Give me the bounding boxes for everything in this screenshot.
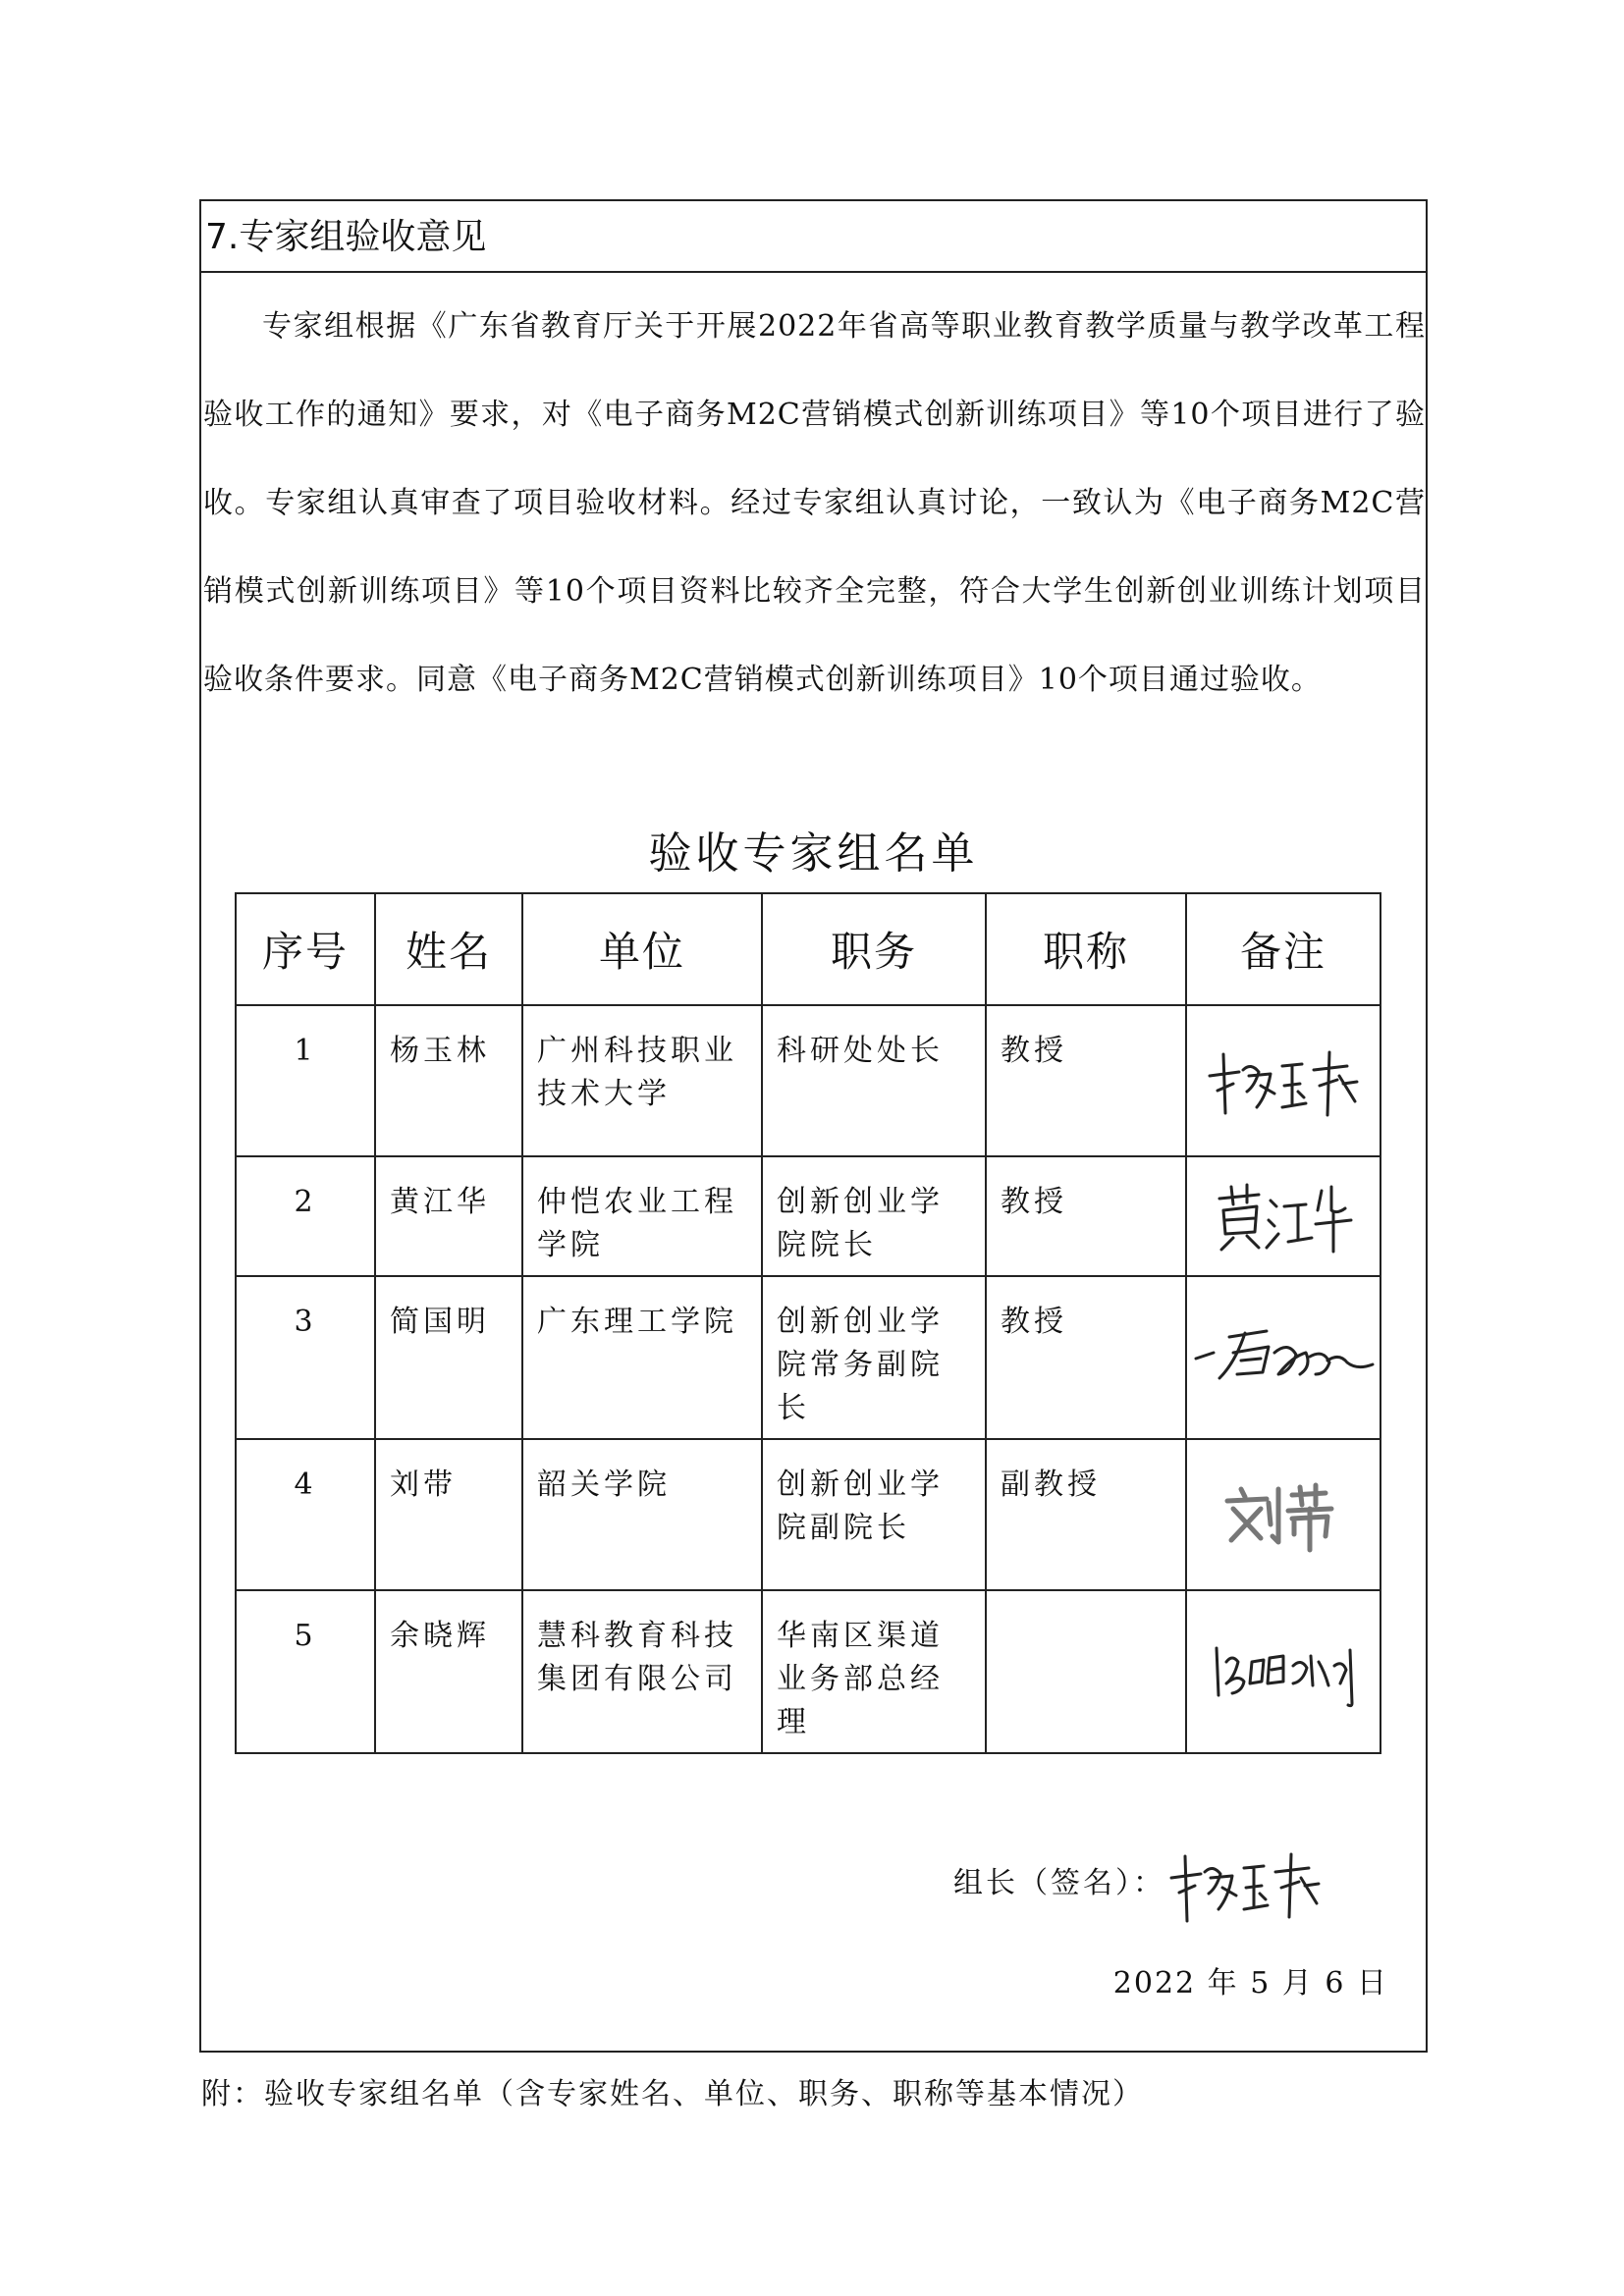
table-header-row <box>236 893 1380 1005</box>
leader-signature-image <box>1162 1839 1328 1927</box>
row-position: 创新创业学院副院长 <box>762 1439 986 1590</box>
expert-list-title: 验收专家组名单 <box>648 828 979 879</box>
row-unit: 仲恺农业工程学院 <box>522 1156 762 1276</box>
table-row <box>236 1005 1380 1156</box>
row-title: 副教授 <box>986 1439 1186 1590</box>
footnote: 附：验收专家组名单（含专家姓名、单位、职务、职称等基本情况） <box>201 2077 1144 2111</box>
row-position: 华南区渠道业务部总经理 <box>762 1590 986 1753</box>
row-no: 1 <box>236 1005 375 1156</box>
signature-image <box>1205 1632 1362 1711</box>
row-name: 黄江华 <box>375 1156 522 1276</box>
signature-cell <box>1186 1439 1380 1590</box>
row-unit: 广州科技职业技术大学 <box>522 1005 762 1156</box>
row-position: 创新创业学院院长 <box>762 1156 986 1276</box>
row-unit: 慧科教育科技集团有限公司 <box>522 1590 762 1753</box>
table-row <box>236 1156 1380 1276</box>
table-row <box>236 1590 1380 1753</box>
signature-image <box>1200 1037 1367 1125</box>
header-position: 职务 <box>762 893 986 1005</box>
row-name: 杨玉林 <box>375 1005 522 1156</box>
header-unit: 单位 <box>522 893 762 1005</box>
signature-cell <box>1186 1005 1380 1156</box>
row-no: 3 <box>236 1276 375 1439</box>
signature-image <box>1190 1313 1377 1402</box>
row-no: 4 <box>236 1439 375 1590</box>
sign-date: 2022 年 5 月 6 日 <box>1112 1966 1388 2001</box>
header-remark: 备注 <box>1186 893 1380 1005</box>
signature-cell <box>1186 1156 1380 1276</box>
header-title: 职称 <box>986 893 1186 1005</box>
row-name: 余晓辉 <box>375 1590 522 1753</box>
row-position: 科研处处长 <box>762 1005 986 1156</box>
row-unit: 广东理工学院 <box>522 1276 762 1439</box>
signature-cell <box>1186 1276 1380 1439</box>
table-row <box>236 1439 1380 1590</box>
row-no: 5 <box>236 1590 375 1753</box>
leader-label: 组长（签名）： <box>953 1866 1165 1900</box>
header-no: 序号 <box>236 893 375 1005</box>
row-title: 教授 <box>986 1276 1186 1439</box>
section-title: 7.专家组验收意见 <box>201 201 1426 273</box>
signature-image <box>1219 1475 1347 1554</box>
row-title: 教授 <box>986 1005 1186 1156</box>
row-name: 刘带 <box>375 1439 522 1590</box>
row-position: 创新创业学院常务副院长 <box>762 1276 986 1439</box>
row-no: 2 <box>236 1156 375 1276</box>
row-unit: 韶关学院 <box>522 1439 762 1590</box>
expert-table <box>235 892 1381 1754</box>
header-name: 姓名 <box>375 893 522 1005</box>
row-name: 简国明 <box>375 1276 522 1439</box>
opinion-text: 专家组根据《广东省教育厅关于开展2022年省高等职业教育教学质量与教学改革工程验收工作的通知》要求，对《电子商务M2C营销模式创新训练项目》等10个项目进行了验收。专家组认真审查了项目验收材料。经过专家组认真讨论，一致认为《电子商务M2C营销模式创新训练项目》等10个项目资料比较齐全完整，符合大学生创新创业训练计划项目验收条件要求。同意《电子商务M2C营销模式创新训练项目》10个项目通过验收。 <box>203 309 1426 697</box>
expert-opinion <box>203 283 1426 724</box>
row-title: 教授 <box>986 1156 1186 1276</box>
acceptance-form-frame <box>199 199 1428 2053</box>
table-row <box>236 1276 1380 1439</box>
signature-cell <box>1186 1590 1380 1753</box>
row-title <box>986 1590 1186 1753</box>
signature-image <box>1210 1177 1357 1255</box>
